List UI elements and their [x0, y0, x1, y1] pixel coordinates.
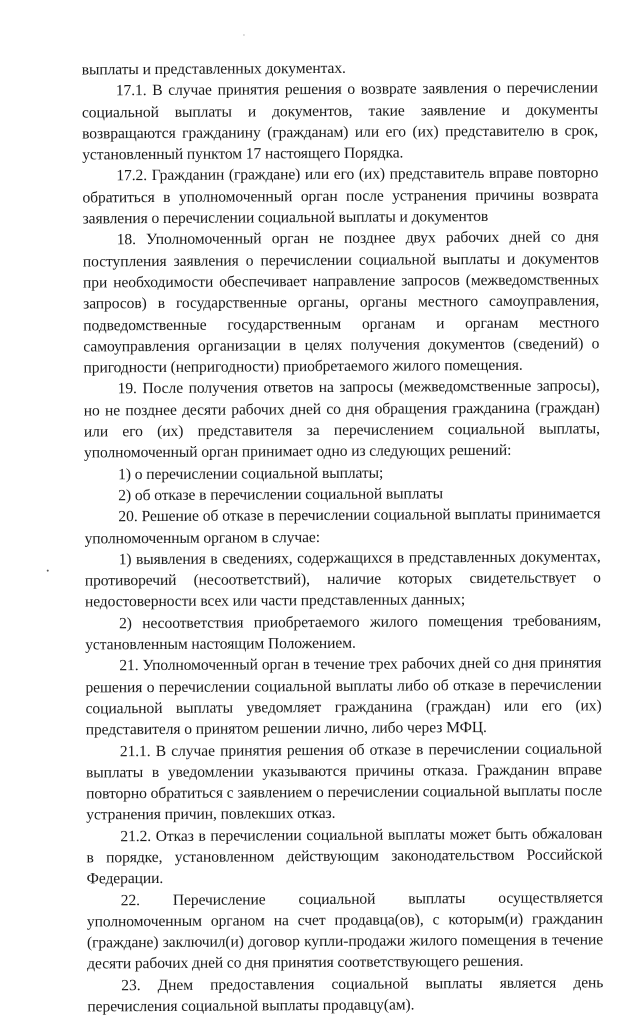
paragraph-19-item-1: 1) о перечислении социальной выплаты; — [118, 464, 384, 483]
paragraph-21-1: 21.1. В случае принятия решения об отказе в перечислении социальной выплаты в уведомлении указываются причины отказа. Гражданин вправе повторно обратиться с заявлением о перечислении социальной выплаты после устранения причин, повлекших отказ. — [85, 739, 603, 824]
paragraph-20-item-1: 1) выявления в сведениях, содержащихся в представленных документах, противоречий (несоответствий), наличие которых свидетельствует о недостоверности всех или части представленных данных; — [84, 548, 601, 611]
paragraph-22: 22. Перечисление социальной выплаты осуществляется уполномоченным органом на счет продавца(ов), с которым(и) гражданин (граждане) заключил(и) договор купли-продажи жилого помещения в течение десяти рабочих дней со дня принятия соответствующего решения. — [86, 888, 604, 973]
paragraph-21: 21. Уполномоченный орган в течение трех рабочих дней со дня принятия решения о перечислении социальной выплаты либо об отказе в перечислении социальной выплаты уведомляет гражданина (граждан) или его (их) представителя о принятом решении лично, либо через МФЦ. — [85, 654, 602, 739]
paragraph-19-item-2: 2) об отказе в перечислении социальной выплаты — [118, 485, 444, 505]
paragraph-23: 23. Днем предоставления социальной выплаты является день перечисления социальной выплаты продавцу(ам). — [87, 974, 604, 1016]
paragraph-continuation: выплаты и представленных документах. — [81, 59, 346, 79]
paragraph-19: 19. После получения ответов на запросы (межведомственные запросы), но не позднее десяти рабочих дней со дня обращения гражданина (граждан) или его (их) представителя за перечислением социальной выплаты, уполномоченный орган принимает одно из следующих решений: — [83, 377, 600, 462]
scan-speck — [47, 570, 49, 572]
paragraph-17-2: 17.2. Гражданин (граждане) или его (их) представитель вправе повторно обратиться в уполномоченный орган после устранения причины возврата заявления о перечислении социальной выплаты и документов — [82, 164, 599, 228]
paragraph-17-1: 17.1. В случае принятия решения о возврате заявления о перечислении социальной выплаты и документов, такие заявление и документы возвращаются гражданину (гражданам) или его (их) представителю в срок, установленный пунктом 17 настоящего Порядка. — [81, 79, 599, 164]
document-body — [82, 56, 604, 1017]
paragraph-21-2: 21.2. Отказ в перечислении социальной выплаты может быть обжалован в порядке, установленном действующим законодательством Российской Федерации. — [86, 824, 603, 888]
scan-speck — [243, 34, 244, 35]
paragraph-20-item-2: 2) несоответствия приобретаемого жилого помещения требованиям, установленным настоящим Положением. — [85, 612, 602, 654]
paragraph-18: 18. Уполномоченный орган не позднее двух рабочих дней со дня поступления заявления о перечислении социальной выплаты и документов при необходимости обеспечивает направление запросов (межведомственных запросов) в государственные органы, органы местного самоуправления, подведомственные государственным органам и органам местного самоуправления организации в целях получения документов (сведений) о пригодности (непригодности) приобретаемого жилого помещения. — [82, 228, 600, 377]
paragraph-20: 20. Решение об отказе в перечислении социальной выплаты принимается уполномоченным органом в случае: — [84, 505, 601, 547]
